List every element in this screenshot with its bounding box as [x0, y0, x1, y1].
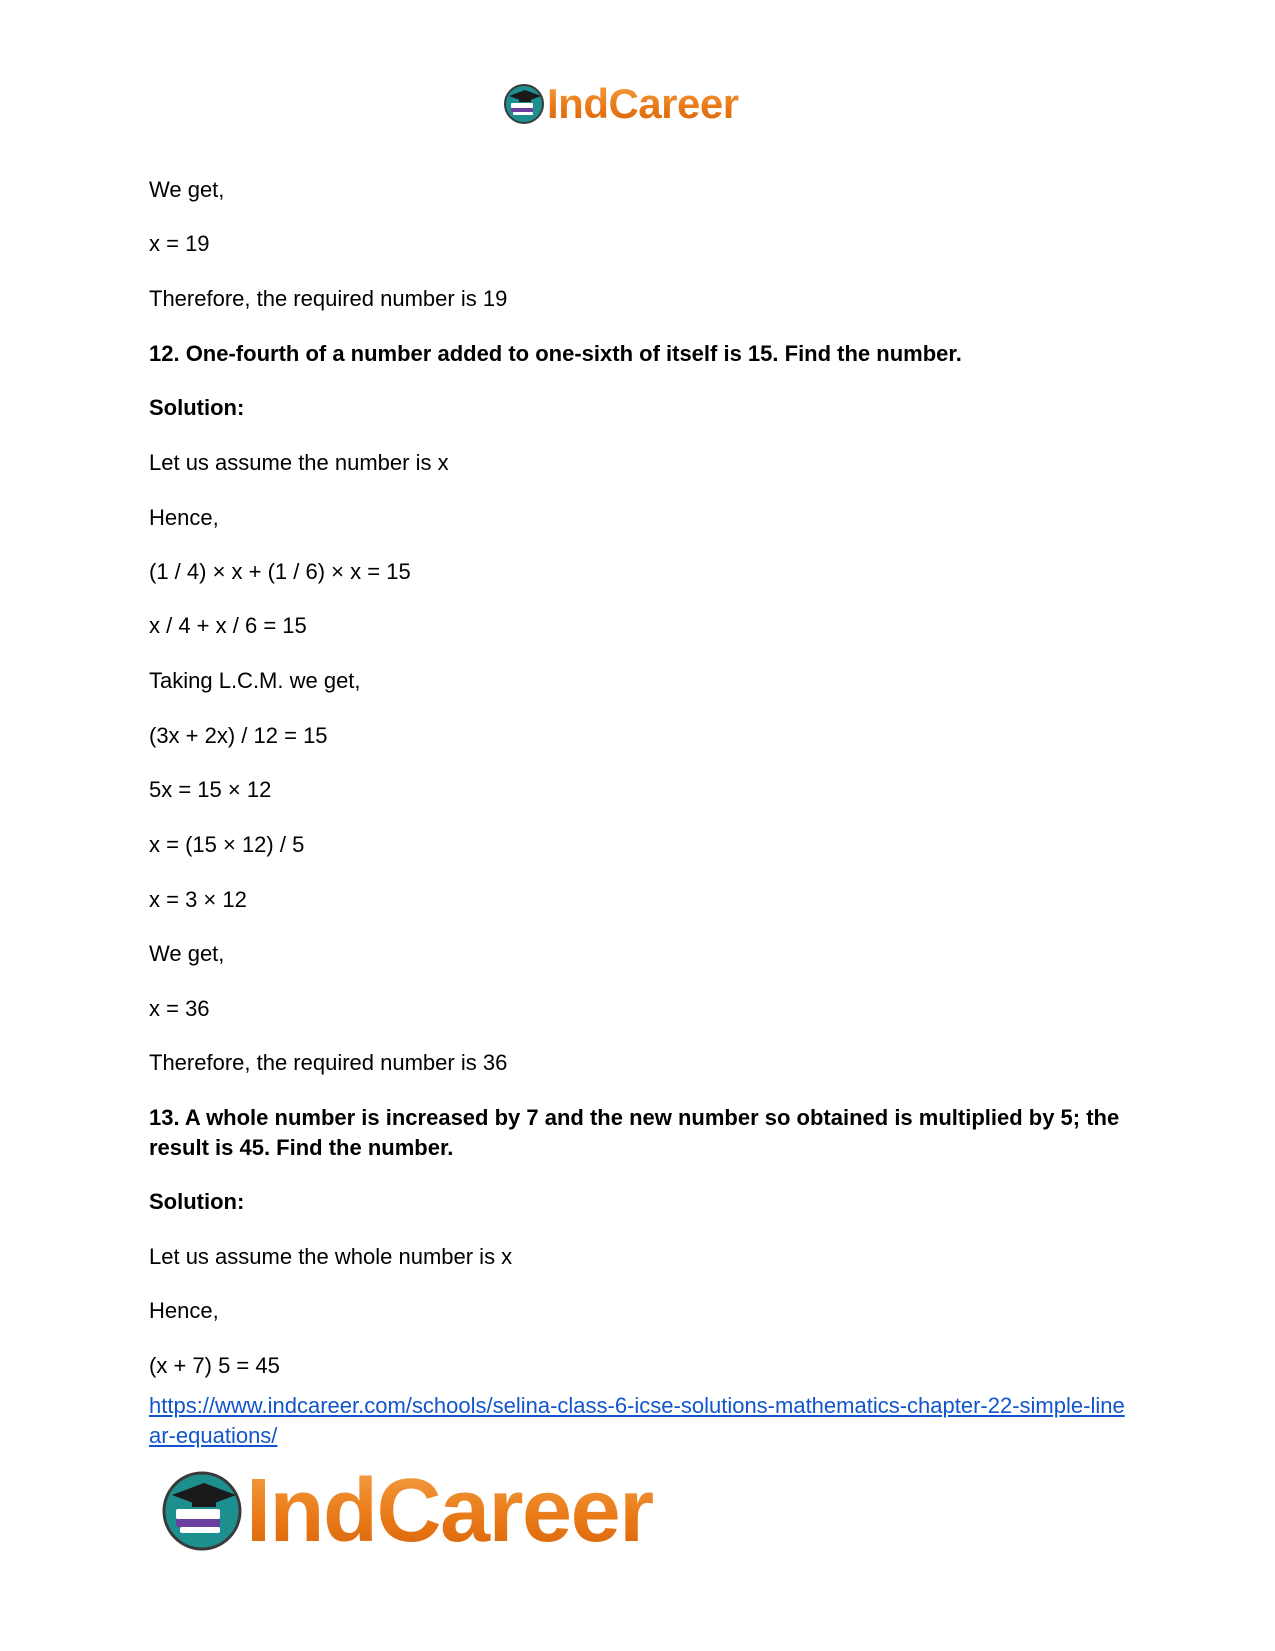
text-line: Let us assume the number is x — [149, 450, 449, 475]
graduation-book-icon — [503, 83, 545, 125]
equation-line: (3x + 2x) / 12 = 15 — [149, 723, 328, 748]
equation-line: x = 3 × 12 — [149, 887, 247, 912]
source-link[interactable]: https://www.indcareer.com/schools/selina-class-6-icse-solutions-mathematics-chapter-22-simple-linear-equations/ — [149, 1393, 1125, 1448]
graduation-book-icon — [160, 1469, 244, 1553]
header-logo-text: IndCareer — [547, 80, 739, 127]
question-heading: 12. One-fourth of a number added to one-sixth of itself is 15. Find the number. — [149, 341, 962, 366]
question-heading: 13. A whole number is increased by 7 and the new number so obtained is multiplied by 5; the result is 45. Find the number. — [149, 1105, 1120, 1160]
text-line: Taking L.C.M. we get, — [149, 668, 361, 693]
equation-line: x = (15 × 12) / 5 — [149, 832, 305, 857]
text-line: Therefore, the required number is 19 — [149, 286, 508, 311]
text-line: Hence, — [149, 505, 219, 530]
text-line: Therefore, the required number is 36 — [149, 1050, 508, 1075]
footer-logo — [160, 1461, 653, 1561]
equation-line: x / 4 + x / 6 = 15 — [149, 613, 307, 638]
text-line: We get, — [149, 177, 225, 202]
equation-line: (1 / 4) × x + (1 / 6) × x = 15 — [149, 559, 411, 584]
text-line: x = 19 — [149, 231, 210, 256]
equation-line: 5x = 15 × 12 — [149, 777, 272, 802]
text-line: We get, — [149, 941, 225, 966]
text-line: Hence, — [149, 1298, 219, 1323]
solution-label: Solution: — [149, 1189, 245, 1214]
equation-line: (x + 7) 5 = 45 — [149, 1353, 280, 1378]
text-line: Let us assume the whole number is x — [149, 1244, 513, 1269]
solution-label: Solution: — [149, 395, 245, 420]
footer-logo-text: IndCareer — [246, 1461, 653, 1561]
header-logo — [503, 82, 739, 126]
equation-line: x = 36 — [149, 996, 210, 1021]
